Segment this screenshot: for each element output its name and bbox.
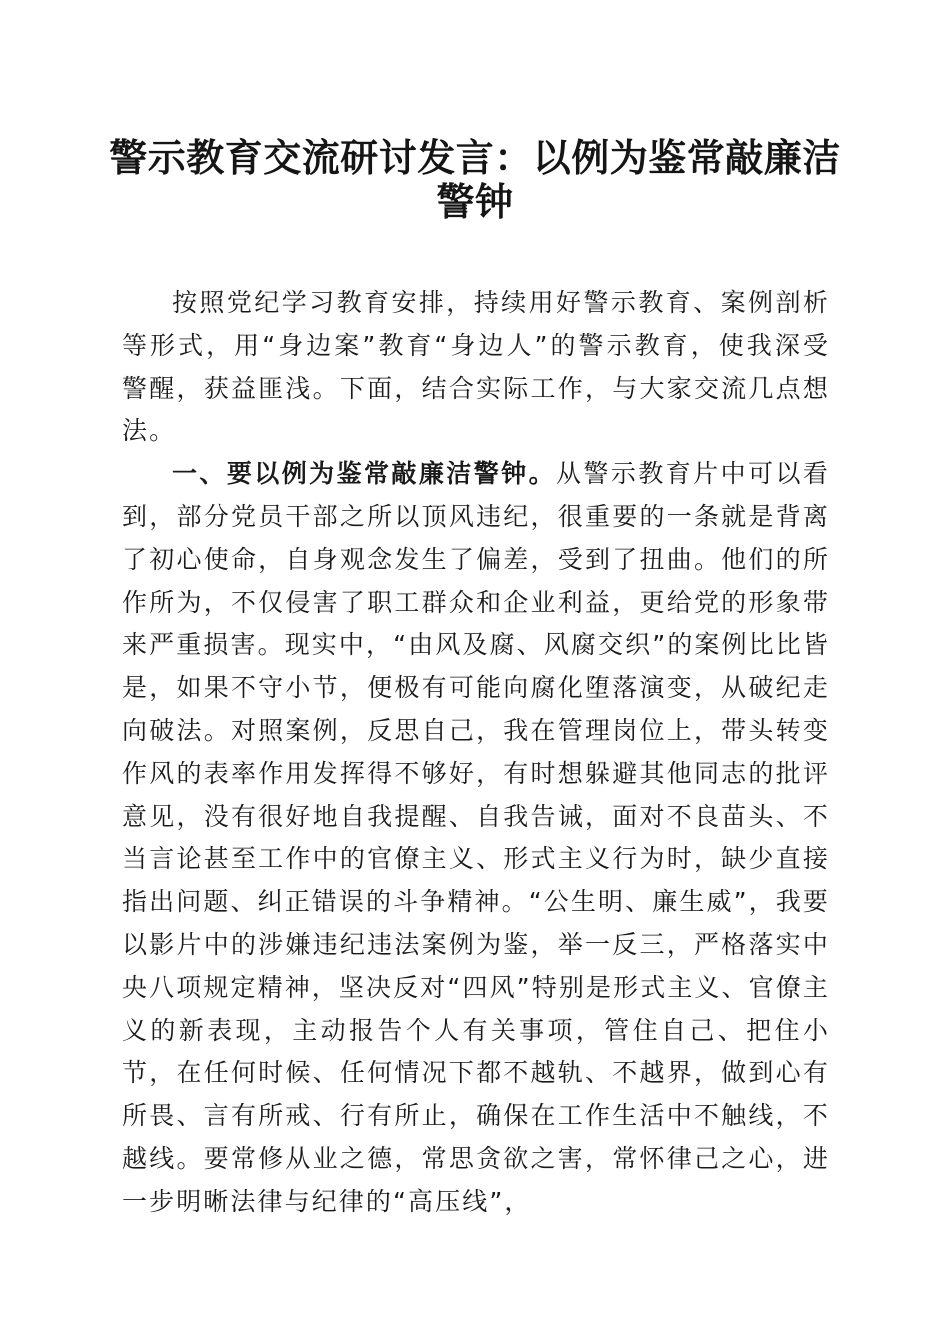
document-body <box>122 282 830 1224</box>
section-one-text: 从警示教育片中可以看到，部分党员干部之所以顶风违纪，很重要的一条就是背离了初心使命，自身观念发生了偏差，受到了扭曲。他们的所作所为，不仅侵害了职工群众和企业利益，更给党的形象带来严重损害。现实中，“由风及腐、风腐交织”的案例比比皆是，如果不守小节，便极有可能向腐化堕落演变，从破纪走向破法。对照案例，反思自己，我在管理岗位上，带头转变作风的表率作用发挥得不够好，有时想躲避其他同志的批评意见，没有很好地自我提醒、自我告诫，面对不良苗头、不当言论甚至工作中的官僚主义、形式主义行为时，缺少直接指出问题、纠正错误的斗争精神。“公生明、廉生威”，我要以影片中的涉嫌违纪违法案例为鉴，举一反三，严格落实中央八项规定精神，坚决反对“四风”特别是形式主义、官僚主义的新表现，主动报告个人有关事项，管住自己、把住小节，在任何时候、任何情况下都不越轨、不越界，做到心有所畏、言有所戒、行有所止，确保在工作生活中不触线，不越线。要常修从业之德，常思贪欲之害，常怀律己之心，进一步明晰法律与纪律的“高压线”， <box>122 459 830 1216</box>
section-one-paragraph <box>122 453 830 1223</box>
document-title: 警示教育交流研讨发言：以例为鉴常敲廉洁警钟 <box>109 135 841 224</box>
intro-paragraph: 按照党纪学习教育安排，持续用好警示教育、案例剖析等形式，用“身边案”教育“身边人”的警示教育，使我深受警醒，获益匪浅。下面，结合实际工作，与大家交流几点想法。 <box>122 288 830 446</box>
section-one-heading: 一、要以例为鉴常敲廉洁警钟。 <box>172 459 557 489</box>
